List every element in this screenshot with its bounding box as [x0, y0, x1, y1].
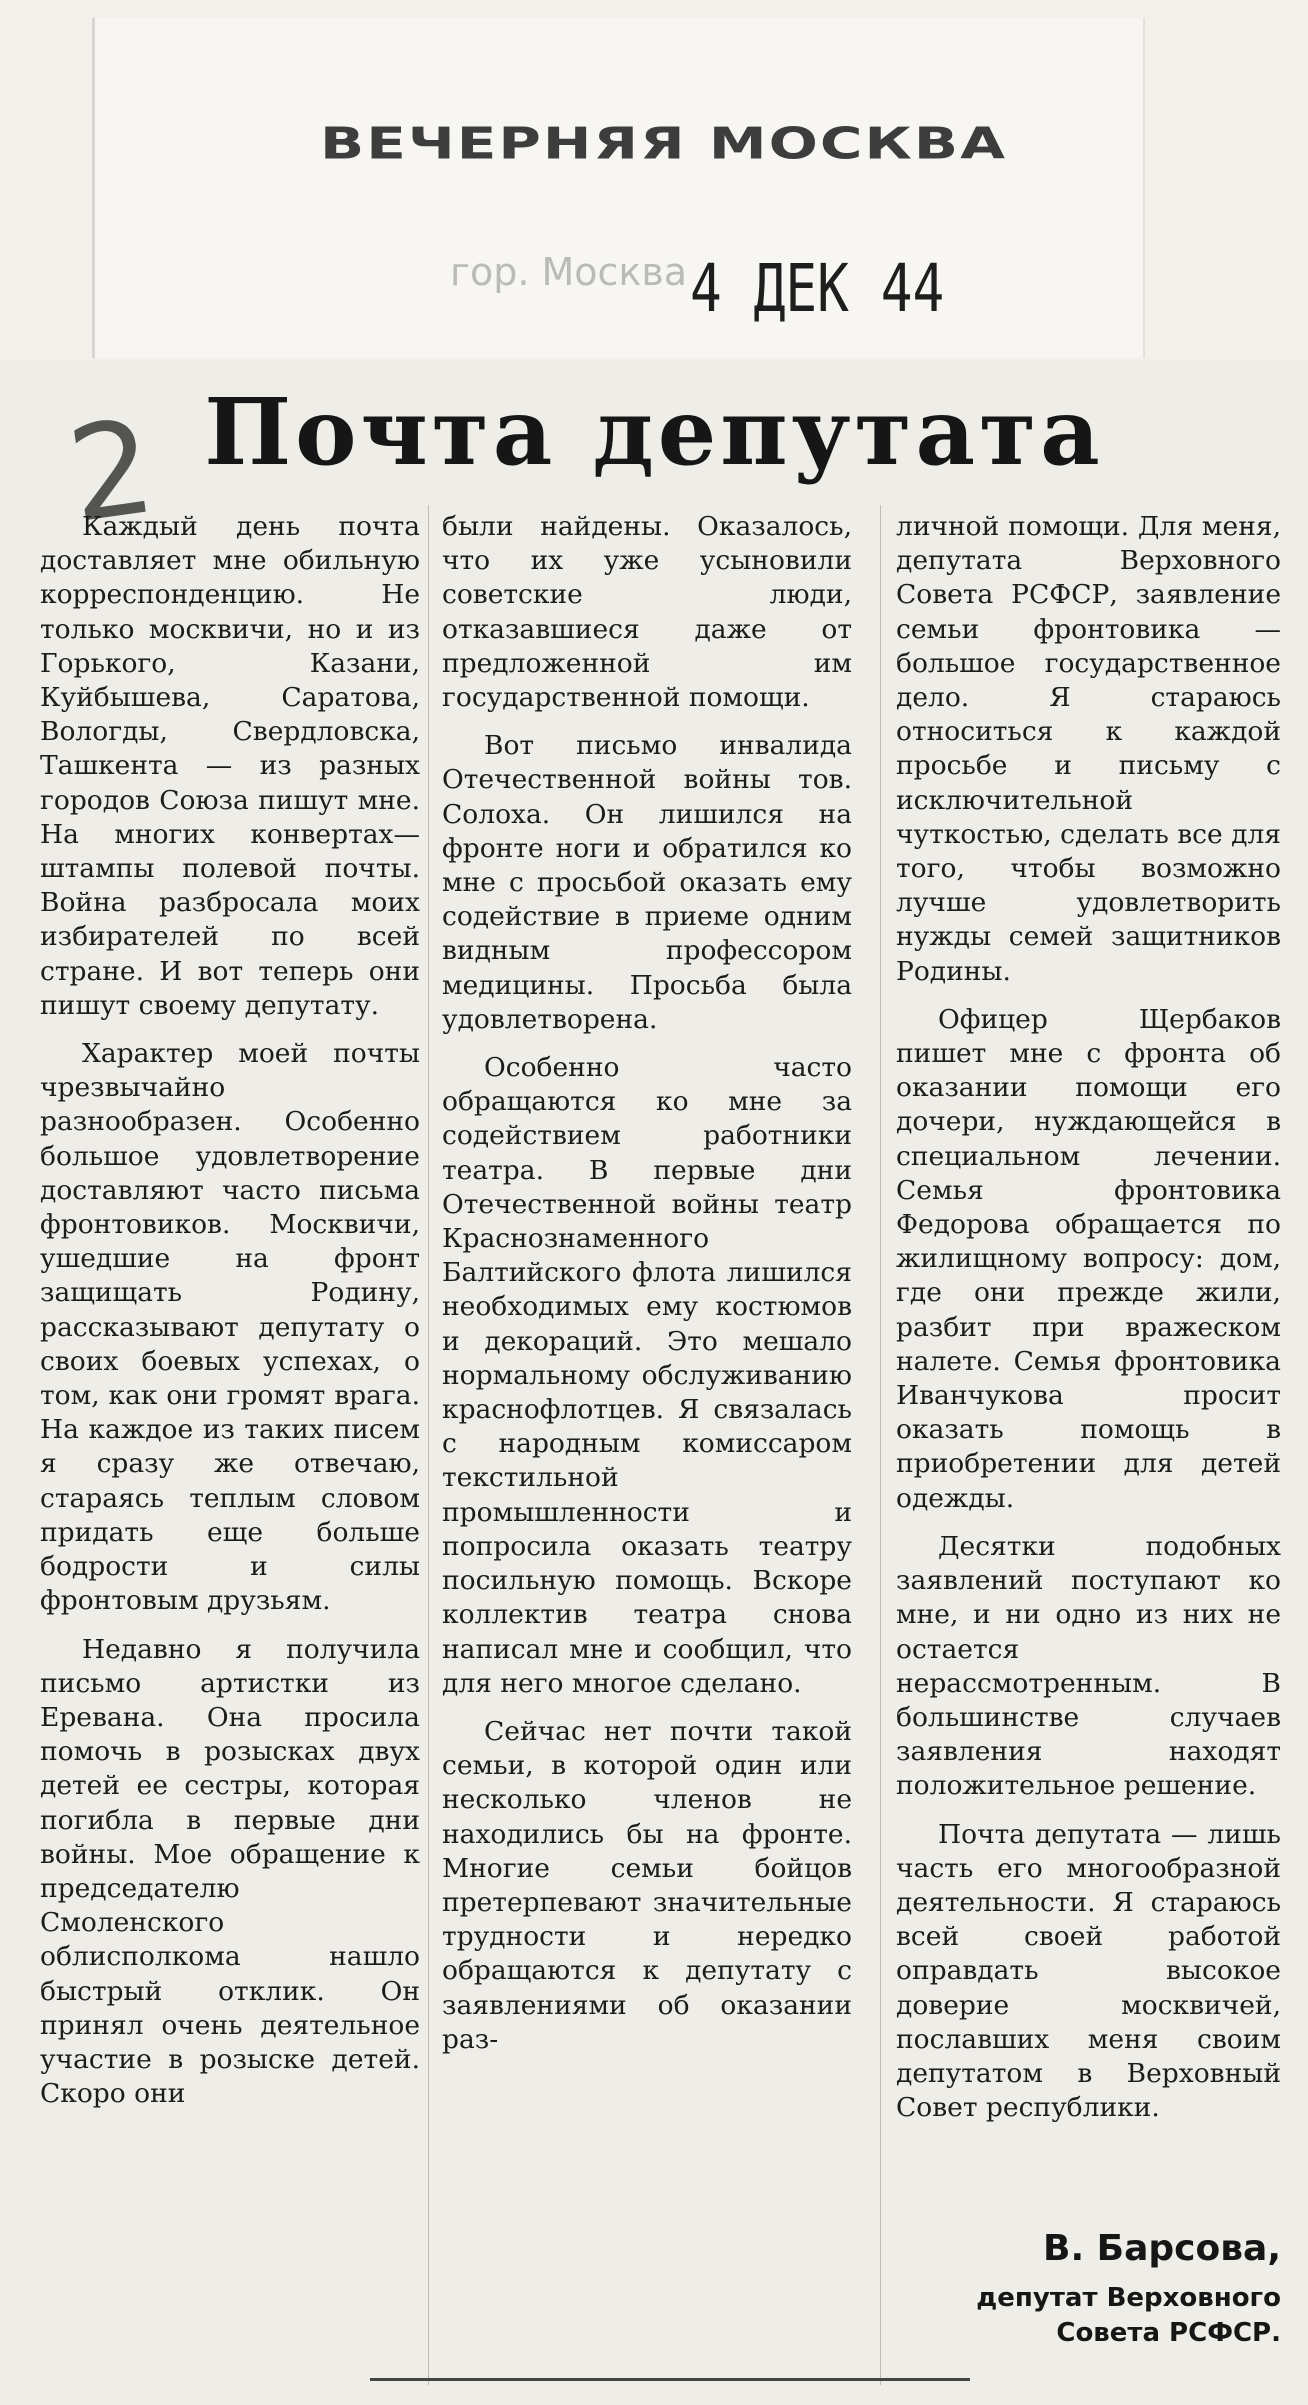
- article-paragraph: Офицер Щербаков пишет мне с фронта об оказании помощи его дочери, нуждающейся в специальном лечении. Семья фронтовика Федорова обращается по жилищному вопросу: дом, где они прежде жили, разбит при вражеском налете. Семья фронтовика Иванчукова просит оказать помощь в приобретении для детей одежды.: [896, 1003, 1281, 1514]
- article-paragraph: Десятки подобных заявлений поступают ко мне, и ни одно из них не остается нерассмотренным. В большинстве случаев заявления находят положительное решение.: [896, 1530, 1281, 1802]
- article-column-1: [40, 510, 420, 2370]
- article-paragraph: Характер моей почты чрезвычайно разнообразен. Особенно большое удовлетворение доставляют часто письма фронтовиков. Москвичи, ушедшие на фронт защищать Родину, рассказывают депутату о своих боевых успехах, о том, как они громят врага. На каждое из таких писем я сразу же отвечаю, стараясь теплым словом придать еще больше бодрости и силы фронтовым друзьям.: [40, 1038, 420, 1617]
- city-stamp: гор. Москва: [450, 250, 688, 294]
- author-role: депутат Верховного: [976, 2283, 1281, 2313]
- article-paragraph: Почта депутата — лишь часть его многообразной деятельности. Я стараюсь всей своей работой оправдать высокое доверие москвичей, пославших меня своим депутатом в Верховный Совет республики.: [896, 1818, 1281, 2124]
- date-stamp: 4 ДЕК 44: [690, 250, 945, 327]
- article-paragraph: были найдены. Оказалось, что их уже усыновили советские люди, отказавшиеся даже от предложенной им государственной помощи.: [442, 511, 852, 714]
- article-paragraph: Недавно я получила письмо артистки из Еревана. Она просила помочь в розысках двух детей ее сестры, которая погибла в первые дни войны. Мое обращение к председателю Смоленского облисполкома нашло быстрый отклик. Он принял очень деятельное участие в розыске детей. Скоро они: [40, 1633, 420, 2110]
- bottom-divider: [370, 2378, 970, 2381]
- newspaper-stamp: ВЕЧЕРНЯЯ МОСКВА: [320, 118, 1007, 169]
- article-column-3: [896, 510, 1281, 2170]
- pencil-margin-note: 2: [59, 389, 163, 553]
- column-divider: [428, 505, 429, 2385]
- article-paragraph: Особенно часто обращаются ко мне за содействием работники театра. В первые дни Отечественной войны театр Краснознаменного Балтийского флота лишился необходимых ему костюмов и декораций. Это мешало нормальному обслуживанию краснофлотцев. Я связалась с народным комиссаром текстильной промышленности и попросила оказать театру посильную помощь. Вскоре коллектив театра снова написал мне и сообщил, что для него многое сделано.: [442, 1052, 852, 1699]
- article-paragraph: Каждый день почта доставляет мне обильную корреспонденцию. Не только москвичи, но и из Горького, Казани, Куйбышева, Саратова, Вологды, Свердловска, Ташкента — из разных городов Союза пишут мне. На многих конвертах—штампы полевой почты. Война разбросала моих избирателей по всей стране. И вот теперь они пишут своему депутату.: [40, 511, 420, 1021]
- article-paragraph: личной помощи. Для меня, депутата Верховного Совета РСФСР, заявление семьи фронтовика — большое государственное дело. Я стараюсь относиться к каждой просьбе и письму с исключительной чуткостью, сделать все для того, чтобы возможно лучше удовлетворить нужды семей защитников Родины.: [896, 511, 1281, 987]
- column-divider: [880, 505, 881, 2385]
- article-title: Почта депутата: [204, 378, 1104, 486]
- article-paragraph: Сейчас нет почти такой семьи, в которой один или несколько членов не находились бы на фронте. Многие семьи бойцов претерпевают значительные трудности и нередко обращаются к депутату с заявлениями об оказании раз-: [442, 1715, 852, 2055]
- author-name: В. Барсова,: [1043, 2228, 1281, 2269]
- article-column-2: [442, 510, 852, 2370]
- author-organization: Совета РСФСР.: [1056, 2318, 1281, 2348]
- article-paragraph: Вот письмо инвалида Отечественной войны тов. Солоха. Он лишился на фронте ноги и обратился ко мне с просьбой оказать ему содействие в приеме одним видным профессором медицины. Просьба была удовлетворена.: [442, 730, 852, 1035]
- clipping-label-card: [92, 18, 1145, 358]
